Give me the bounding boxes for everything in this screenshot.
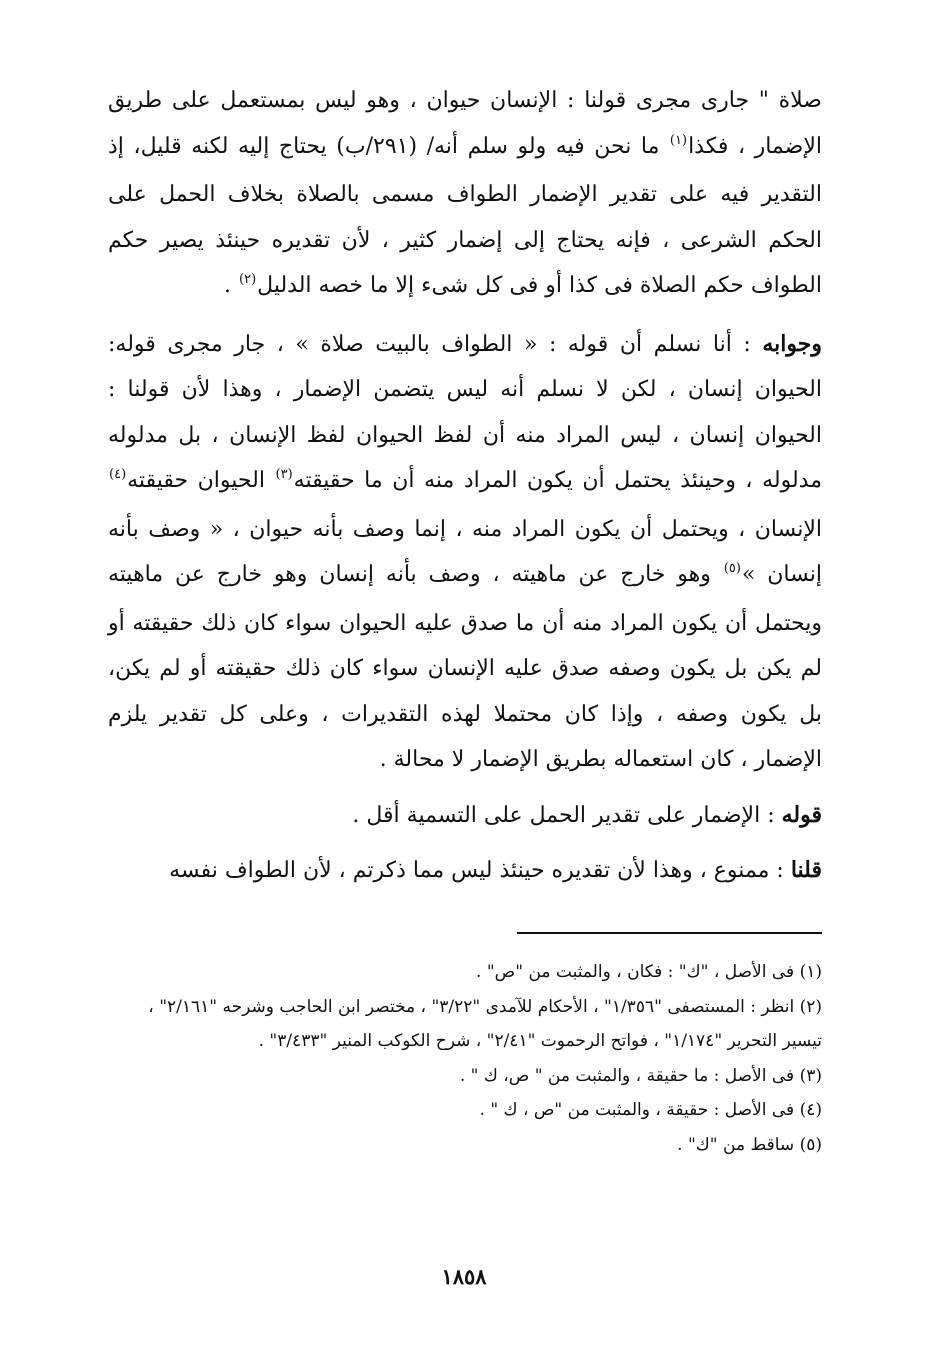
footnote-2: (٢) انظر : المستصفى "١/٣٥٦" ، الأحكام للآمدى "٣/٢٢" ، مختصر ابن الحاجب وشرحه "٢/١٦١" ، تيسير التحرير "١/١٧٤" ، فواتح الرحموت "٢/٤١" ، شرح الكوكب المنير "٣/٤٣٣" . bbox=[148, 996, 822, 1051]
lead-word: وجوابه bbox=[762, 330, 822, 357]
paragraph-2 bbox=[108, 322, 822, 783]
paragraph-text: ما نحن فيه ولو سلم أنه/ (٢٩١/ب) يحتاج إليه لكنه قليل، إذ التقدير فيه على تقدير الإضمار الطواف مسمى بالصلاة بخلاف الحمل على الحكم الشرعى ، فإنه يحتاج إلى إضمار كثير ، لأن تقديره حينئذ يصير حكم الطواف حكم الصلاة فى كذا أو فى كل شىء إلا ما خصه الدليل bbox=[108, 133, 822, 298]
paragraph-text: : أنا نسلم أن قوله : « الطواف بالبيت صلاة » ، جار مجرى قوله: الحيوان إنسان ، لكن لا نسلم أنه ليس يتضمن الإضمار ، وهذا لأن قولنا : الحيوان إنسان ، ليس المراد منه أن لفظ الحيوان لفظ الإنسان ، بل مدلوله مدلوله ، وحينئذ يحتمل أن يكون المراد منه أن ما حقيقته bbox=[108, 331, 822, 493]
footnote-3: (٣) فى الأصل : ما حقيقة ، والمثبت من " ص، ك " . bbox=[459, 1065, 822, 1086]
paragraph-3 bbox=[108, 793, 822, 839]
lead-word: قوله bbox=[781, 801, 822, 828]
footnote-4: (٤) فى الأصل : حقيقة ، والمثبت من "ص ، ك " . bbox=[479, 1100, 822, 1120]
footnote-ref-3: (٣) bbox=[275, 467, 293, 482]
footnote-ref-1: (١) bbox=[669, 132, 688, 148]
paragraph-1 bbox=[108, 78, 822, 312]
paragraph-text: : الإضمار على تقدير الحمل على التسمية أقل . bbox=[352, 802, 782, 828]
paragraph-text: الحيوان حقيقته bbox=[127, 468, 275, 493]
paragraph-text: : ممنوع ، وهذا لأن تقديره حينئذ ليس مما ذكرتم ، لأن الطواف نفسه bbox=[169, 858, 791, 883]
footnotes bbox=[108, 955, 822, 1162]
footnote-divider bbox=[517, 932, 822, 934]
paragraph-text: . bbox=[224, 273, 239, 298]
page-number: ١٨٥٨ bbox=[441, 1264, 487, 1289]
footnote-1: (١) فى الأصل ، "ك" : فكان ، والمثبت من "ص" . bbox=[476, 962, 822, 982]
lead-word: قلنا bbox=[790, 857, 822, 883]
main-text bbox=[108, 78, 822, 894]
paragraph-text: صلاة " جارى مجرى قولنا : الإنسان حيوان ، وهو ليس بمستعمل على طريق الإضمار ، فكذا bbox=[108, 88, 822, 159]
footnote-ref-5: (٥) bbox=[723, 561, 741, 576]
footnote-ref-2: (٢) bbox=[239, 272, 257, 287]
footnote-5: (٥) ساقط من "ك" . bbox=[677, 1134, 822, 1155]
paragraph-4 bbox=[108, 848, 822, 894]
footnote-ref-4: (٤) bbox=[109, 467, 127, 482]
paragraph-text: الإنسان ، ويحتمل أن يكون المراد منه ، إنما وصف بأنه حيوان ، « وصف بأنه إنسان » bbox=[108, 516, 822, 587]
paragraph-text: وهو خارج عن ماهيته ، وصف بأنه إنسان وهو خارج عن ماهيته ويحتمل أن يكون المراد منه أن ما صدق عليه الحيوان سواء كان ذلك حقيقته أو لم يكن بل يكون وصفه صدق عليه الإنسان سواء كان ذلك حقيقته أو لم يكن، بل يكون وصفه ، وإذا كان محتملا لهذه التقديرات ، وعلى كل تقدير يلزم الإضمار ، كان استعماله بطريق الإضمار لا محالة . bbox=[108, 562, 822, 772]
